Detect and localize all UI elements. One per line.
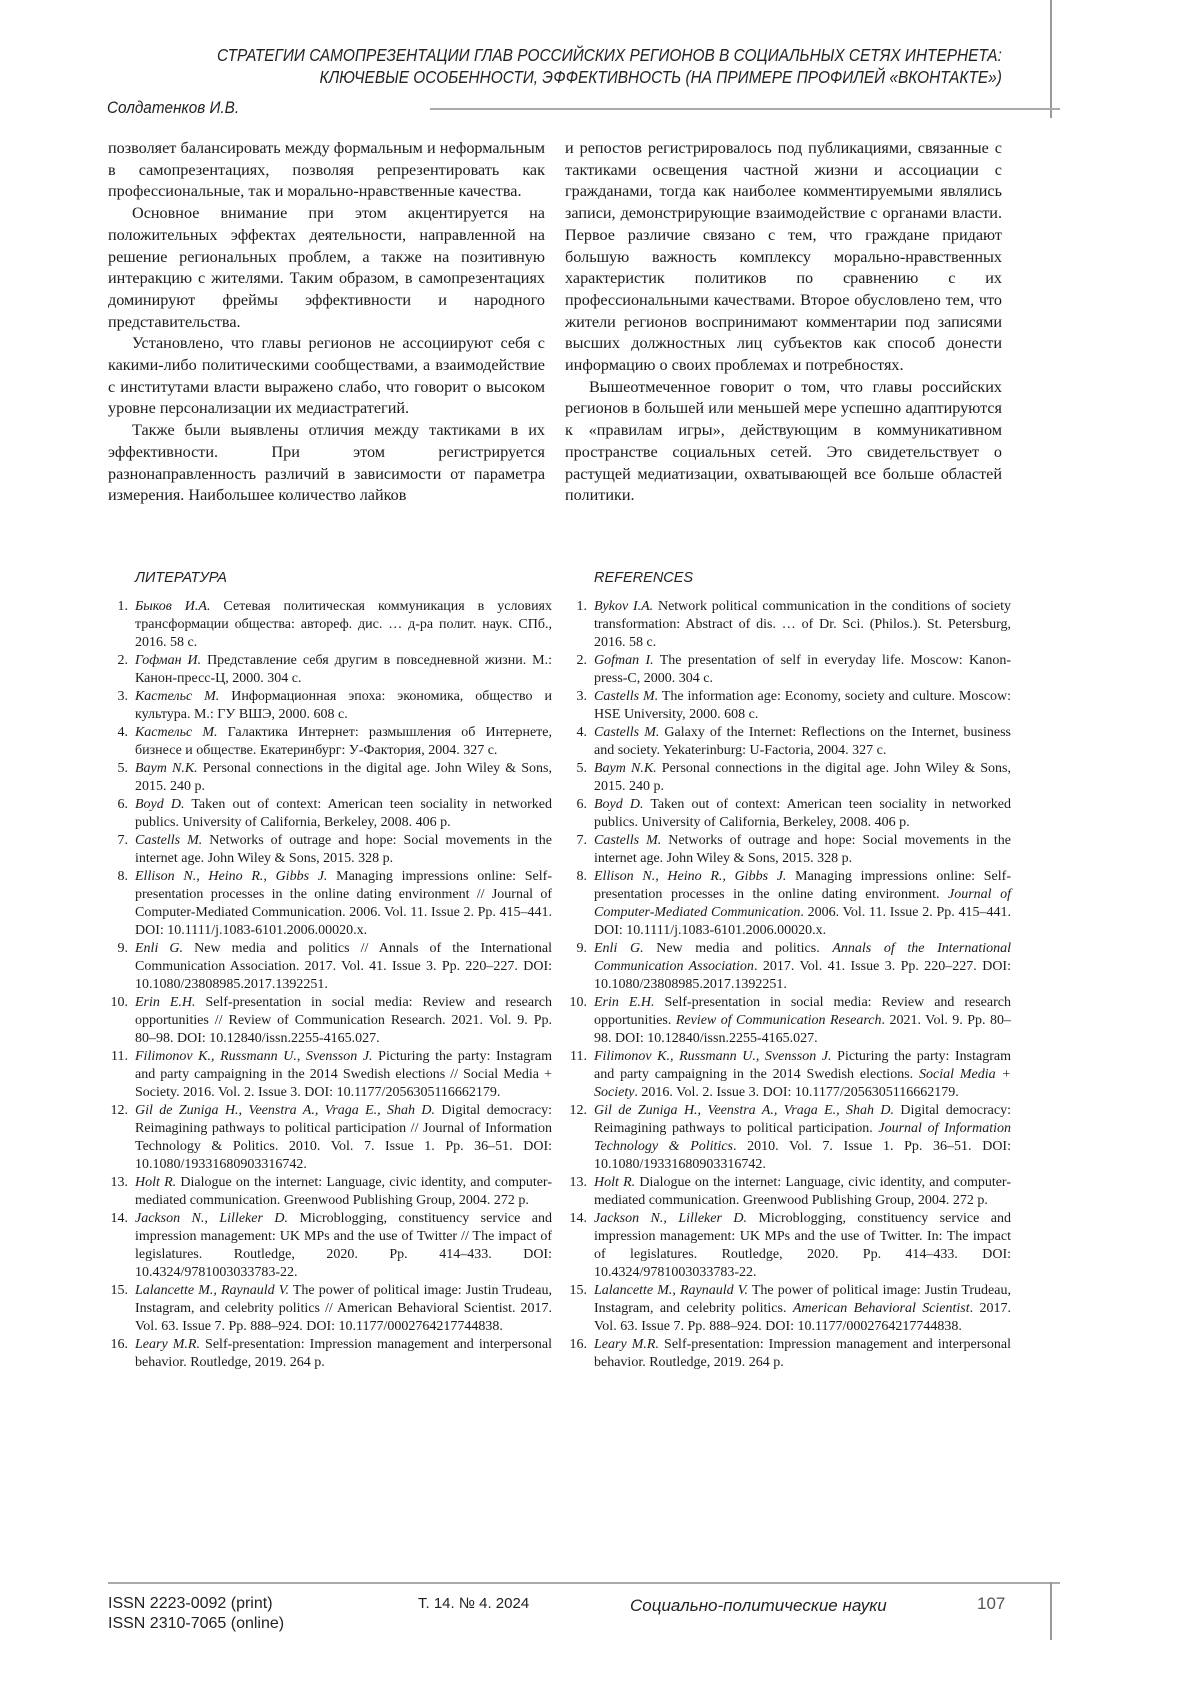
reference-author: Holt R. — [594, 1175, 635, 1190]
reference-number: 12. — [108, 1102, 128, 1120]
reference-item — [108, 724, 552, 760]
reference-number: 7. — [567, 832, 587, 850]
reference-item — [567, 1282, 1011, 1336]
reference-number: 5. — [567, 760, 587, 778]
reference-item — [108, 1210, 552, 1282]
reference-number: 6. — [567, 796, 587, 814]
reference-item — [567, 1336, 1011, 1372]
reference-text: Self-presentation: Impression management and interpersonal behavior. Routledge, 2019. 264 p. — [135, 1337, 552, 1370]
reference-text: Self-presentation: Impression management and interpersonal behavior. Routledge, 2019. 264 p. — [594, 1337, 1011, 1370]
reference-text: Personal connections in the digital age. John Wiley & Sons, 2015. 240 p. — [135, 761, 552, 794]
reference-item — [567, 1174, 1011, 1210]
reference-number: 2. — [108, 652, 128, 670]
reference-item — [108, 1174, 552, 1210]
reference-author: Boyd D. — [594, 797, 643, 812]
reference-text: Dialogue on the internet: Language, civic identity, and computer-mediated communication. Greenwood Publishing Group, 2004. 272 p. — [594, 1175, 1011, 1208]
reference-number: 13. — [108, 1174, 128, 1192]
reference-number: 4. — [108, 724, 128, 742]
literature-list — [108, 598, 552, 1372]
reference-text: Picturing the party: Instagram and party campaigning in the 2014 Swedish elections. — [594, 1049, 1011, 1082]
reference-journal: Journal of Computer-Mediated Communication — [594, 887, 1011, 920]
reference-item — [567, 688, 1011, 724]
header-horizontal-rule — [430, 108, 1060, 110]
reference-text: The power of political image: Justin Trudeau, Instagram, and celebrity politics. — [594, 1283, 1011, 1316]
reference-item — [567, 868, 1011, 940]
reference-author: Быков И.А. — [135, 599, 210, 614]
reference-number: 6. — [108, 796, 128, 814]
reference-item — [567, 1210, 1011, 1282]
reference-number: 8. — [108, 868, 128, 886]
reference-number: 3. — [108, 688, 128, 706]
page-number: 107 — [977, 1594, 1005, 1614]
running-title-line-2: КЛЮЧЕВЫЕ ОСОБЕННОСТИ, ЭФФЕКТИВНОСТЬ (НА ПРИМЕРЕ ПРОФИЛЕЙ «ВКОНТАКТЕ») — [217, 66, 1002, 88]
running-title-line-1: СТРАТЕГИИ САМОПРЕЗЕНТАЦИИ ГЛАВ РОССИЙСКИХ РЕГИОНОВ В СОЦИАЛЬНЫХ СЕТЯХ ИНТЕРНЕТА: — [217, 44, 1002, 66]
issn-online: ISSN 2310-7065 (online) — [108, 1614, 284, 1634]
reference-author: Boyd D. — [135, 797, 184, 812]
reference-author: Гофман И. — [135, 653, 201, 668]
reference-author: Erin E.H. — [594, 995, 655, 1010]
reference-text: The information age: Economy, society and culture. Moscow: HSE University, 2000. 608 c. — [594, 689, 1011, 722]
body-column-right — [565, 138, 1002, 507]
reference-text: The power of political image: Justin Trudeau, Instagram, and celebrity politics // American Behavioral Scientist. 2017. Vol. 63. Issue 7. Pp. 888–924. DOI: 10.1177/0002764217744838. — [135, 1283, 552, 1334]
reference-text: New media and politics // Annals of the International Communication Association. 2017. Vol. 41. Issue 3. Pp. 220–227. DOI: 10.1080/23808985.2017.1392251. — [135, 941, 552, 992]
reference-text: Networks of outrage and hope: Social movements in the internet age. John Wiley & Sons, 2015. 328 p. — [594, 833, 1011, 866]
reference-text: Галактика Интернет: размышления об Интернете, бизнесе и обществе. Екатеринбург: У-Фактория, 2004. 327 с. — [135, 725, 552, 758]
reference-author: Baym N.K. — [135, 761, 198, 776]
reference-item — [567, 832, 1011, 868]
reference-item — [567, 796, 1011, 832]
reference-author: Enli G. — [594, 941, 644, 956]
reference-number: 5. — [108, 760, 128, 778]
reference-number: 12. — [567, 1102, 587, 1120]
reference-number: 11. — [108, 1048, 128, 1066]
reference-tail: . 2010. Vol. 7. Issue 1. Pp. 36–51. DOI: 10.1080/19331680903316742. — [594, 1139, 1011, 1172]
reference-author: Castells M. — [135, 833, 202, 848]
reference-text: Personal connections in the digital age. John Wiley & Sons, 2015. 240 p. — [594, 761, 1011, 794]
reference-text: Networks of outrage and hope: Social movements in the internet age. John Wiley & Sons, 2015. 328 p. — [135, 833, 552, 866]
body-paragraph: позволяет балансировать между формальным и неформальным в самопрезентациях, позволяя репрезентировать как профессиональные, так и морально-нравственные качества. — [108, 138, 545, 203]
reference-number: 10. — [108, 994, 128, 1012]
reference-number: 10. — [567, 994, 587, 1012]
body-paragraph: Установлено, что главы регионов не ассоциируют себя с какими-либо политическими сообществами, а взаимодействие с институтами власти выражено слабо, что говорит о высоком уровне персонализации их медиастратегий. — [108, 333, 545, 420]
reference-author: Enli G. — [135, 941, 183, 956]
reference-author: Castells M. — [594, 833, 661, 848]
reference-item — [108, 868, 552, 940]
reference-number: 13. — [567, 1174, 587, 1192]
reference-author: Leary M.R. — [594, 1337, 659, 1352]
journal-name: Социально-политические науки — [630, 1596, 887, 1616]
reference-item — [567, 994, 1011, 1048]
reference-author: Gofman I. — [594, 653, 654, 668]
reference-author: Кастельс М. — [135, 689, 219, 704]
reference-text: Digital democracy: Reimagining pathways to political participation. — [594, 1103, 1011, 1136]
reference-item — [567, 1102, 1011, 1174]
reference-author: Leary M.R. — [135, 1337, 200, 1352]
reference-author: Jackson N., Lilleker D. — [135, 1211, 288, 1226]
reference-author: Lalancette M., Raynauld V. — [594, 1283, 748, 1298]
body-paragraph: и репостов регистрировалось под публикациями, связанные с тактиками освещения частной жизни и ассоциации с гражданами, тогда как наиболее комментируемыми являлись записи, демонстрирующие взаимодействие с органами власти. Первое различие связано с тем, что граждане придают большую важность комплексу морально-нравственных характеристик политиков по сравнению с их профессиональными качествами. Второе обусловлено тем, что жители регионов воспринимают комментарии под записями высших должностных лиц субъектов как способ донести информацию о своих проблемах и потребностях. — [565, 138, 1002, 377]
reference-number: 15. — [567, 1282, 587, 1300]
reference-item — [567, 652, 1011, 688]
reference-item — [567, 1048, 1011, 1102]
volume-issue: Т. 14. № 4. 2024 — [418, 1594, 529, 1614]
reference-item — [108, 598, 552, 652]
reference-number: 7. — [108, 832, 128, 850]
reference-text: New media and politics. — [644, 941, 833, 956]
body-paragraph: Также были выявлены отличия между тактиками в их эффективности. При этом регистрируется разнонаправленность различий в зависимости от параметра измерения. Наибольшее количество лайков — [108, 420, 545, 507]
reference-author: Bykov I.A. — [594, 599, 653, 614]
reference-journal: Annals of the International Communication Association — [594, 941, 1011, 974]
reference-author: Castells M. — [594, 725, 659, 740]
reference-tail: . 2017. Vol. 41. Issue 3. Pp. 220–227. DOI: 10.1080/23808985.2017.1392251. — [594, 959, 1011, 992]
reference-number: 15. — [108, 1282, 128, 1300]
reference-author: Erin E.H. — [135, 995, 196, 1010]
reference-author: Filimonov K., Russmann U., Svensson J. — [594, 1049, 832, 1064]
reference-text: Self-presentation in social media: Review and research opportunities // Review of Communication Research. 2021. Vol. 9. Pp. 80–98. DOI: 10.12840/issn.2255-4165.027. — [135, 995, 552, 1046]
reference-author: Castells M. — [594, 689, 658, 704]
reference-text: Self-presentation in social media: Review and research opportunities. — [594, 995, 1011, 1028]
issn-print: ISSN 2223-0092 (print) — [108, 1594, 284, 1614]
reference-item — [108, 1102, 552, 1174]
reference-text: Digital democracy: Reimagining pathways to political participation // Journal of Information Technology & Politics. 2010. Vol. 7. Issue 1. Pp. 36–51. DOI: 10.1080/19331680903316742. — [135, 1103, 552, 1172]
reference-number: 1. — [108, 598, 128, 616]
reference-author: Ellison N., Heino R., Gibbs J. — [594, 869, 786, 884]
reference-number: 1. — [567, 598, 587, 616]
running-author: Солдатенков И.В. — [107, 98, 239, 118]
reference-text: Picturing the party: Instagram and party campaigning in the 2014 Swedish elections // Social Media + Society. 2016. Vol. 2. Issue 3. DOI: 10.1177/2056305116662179. — [135, 1049, 552, 1100]
reference-author: Кастельс М. — [135, 725, 217, 740]
reference-item — [108, 832, 552, 868]
body-paragraph: Вышеотмеченное говорит о том, что главы российских регионов в большей или меньшей мере успешно адаптируются к «правилам игры», действующим в коммуникативном пространстве социальных сетей. Это свидетельствует о растущей медиатизации, охватывающей все больше областей политики. — [565, 377, 1002, 507]
reference-number: 11. — [567, 1048, 587, 1066]
reference-journal: Review of Communication Research — [676, 1013, 882, 1028]
reference-text: The presentation of self in everyday life. Moscow: Kanon-press-C, 2000. 304 c. — [594, 653, 1011, 686]
reference-item — [108, 1282, 552, 1336]
reference-number: 16. — [567, 1336, 587, 1354]
reference-item — [567, 940, 1011, 994]
reference-text: Microblogging, constituency service and impression management: UK MPs and the use of Twitter. In: The impact of legislatures. Routledge, 2020. Pp. 414–433. DOI: 10.4324/9781003033783-22. — [594, 1211, 1011, 1280]
reference-item — [108, 1048, 552, 1102]
reference-tail: . 2021. Vol. 9. Pp. 80–98. DOI: 10.12840/issn.2255-4165.027. — [594, 1013, 1011, 1046]
reference-number: 9. — [567, 940, 587, 958]
reference-journal: Social Media + Society — [594, 1067, 1011, 1100]
reference-number: 14. — [567, 1210, 587, 1228]
references-heading: REFERENCES — [594, 570, 693, 586]
reference-author: Gil de Zuniga H., Veenstra A., Vraga E., Shah D. — [594, 1103, 894, 1118]
reference-author: Gil de Zuniga H., Veenstra A., Vraga E., Shah D. — [135, 1103, 435, 1118]
reference-text: Galaxy of the Internet: Reflections on the Internet, business and society. Yekaterinburg: U-Factoria, 2004. 327 c. — [594, 725, 1011, 758]
reference-text: Сетевая политическая коммуникация в условиях трансформации общества: автореф. дис. … д-ра полит. наук. СПб., 2016. 58 с. — [135, 599, 552, 650]
reference-text: Информационная эпоха: экономика, общество и культура. М.: ГУ ВШЭ, 2000. 608 с. — [135, 689, 552, 722]
reference-item — [108, 994, 552, 1048]
footer-horizontal-rule — [108, 1582, 1060, 1584]
issn-block — [108, 1594, 284, 1634]
reference-journal: Journal of Information Technology & Politics — [594, 1121, 1011, 1154]
reference-number: 4. — [567, 724, 587, 742]
header-vertical-rule — [1050, 0, 1052, 118]
reference-author: Baym N.K. — [594, 761, 657, 776]
reference-tail: . 2016. Vol. 2. Issue 3. DOI: 10.1177/2056305116662179. — [634, 1085, 958, 1100]
reference-item — [567, 760, 1011, 796]
reference-item — [108, 1336, 552, 1372]
reference-item — [108, 760, 552, 796]
reference-text: Microblogging, constituency service and impression management: UK MPs and the use of Twitter // The impact of legislatures. Routledge, 2020. Pp. 414–433. DOI: 10.4324/9781003033783-22. — [135, 1211, 552, 1280]
literature-heading: ЛИТЕРАТУРА — [135, 570, 227, 586]
reference-item — [108, 652, 552, 688]
reference-journal: American Behavioral Scientist — [793, 1301, 970, 1316]
reference-item — [108, 796, 552, 832]
running-title — [217, 44, 1002, 88]
reference-author: Ellison N., Heino R., Gibbs J. — [135, 869, 327, 884]
reference-author: Holt R. — [135, 1175, 176, 1190]
reference-text: Managing impressions online: Self-presentation processes in the online dating environment. — [594, 869, 1011, 902]
reference-number: 8. — [567, 868, 587, 886]
reference-item — [108, 688, 552, 724]
body-paragraph: Основное внимание при этом акцентируется на положительных эффектах деятельности, направленной на решение региональных проблем, а также на позитивную интеракцию с жителями. Таким образом, в самопрезентациях доминируют фреймы эффективности и народного представительства. — [108, 203, 545, 333]
footer-vertical-rule — [1050, 1582, 1052, 1640]
reference-text: Представление себя другим в повседневной жизни. М.: Канон-пресс-Ц, 2000. 304 с. — [135, 653, 552, 686]
reference-item — [567, 598, 1011, 652]
reference-text: Dialogue on the internet: Language, civic identity, and computer-mediated communication. Greenwood Publishing Group, 2004. 272 p. — [135, 1175, 552, 1208]
reference-number: 9. — [108, 940, 128, 958]
reference-number: 3. — [567, 688, 587, 706]
body-column-left — [108, 138, 545, 507]
reference-text: Taken out of context: American teen sociality in networked publics. University of California, Berkeley, 2008. 406 p. — [594, 797, 1011, 830]
reference-author: Jackson N., Lilleker D. — [594, 1211, 747, 1226]
reference-author: Lalancette M., Raynauld V. — [135, 1283, 289, 1298]
reference-number: 16. — [108, 1336, 128, 1354]
references-list — [567, 598, 1011, 1372]
reference-author: Filimonov K., Russmann U., Svensson J. — [135, 1049, 373, 1064]
reference-item — [567, 724, 1011, 760]
reference-tail: . 2006. Vol. 11. Issue 2. Pp. 415–441. DOI: 10.1111/j.1083-6101.2006.00020.x. — [594, 905, 1011, 938]
reference-text: Managing impressions online: Self-presentation processes in the online dating environment // Journal of Computer-Mediated Communication. 2006. Vol. 11. Issue 2. Pp. 415–441. DOI: 10.1111/j.1083-6101.2006.00020.x. — [135, 869, 552, 938]
reference-number: 2. — [567, 652, 587, 670]
reference-text: Taken out of context: American teen sociality in networked publics. University of California, Berkeley, 2008. 406 p. — [135, 797, 552, 830]
reference-item — [108, 940, 552, 994]
reference-tail: . 2017. Vol. 63. Issue 7. Pp. 888–924. DOI: 10.1177/0002764217744838. — [594, 1301, 1011, 1334]
reference-number: 14. — [108, 1210, 128, 1228]
reference-text: Network political communication in the conditions of society transformation: Abstract of dis. … of Dr. Sci. (Philos.). St. Petersburg, 2016. 58 c. — [594, 599, 1011, 650]
